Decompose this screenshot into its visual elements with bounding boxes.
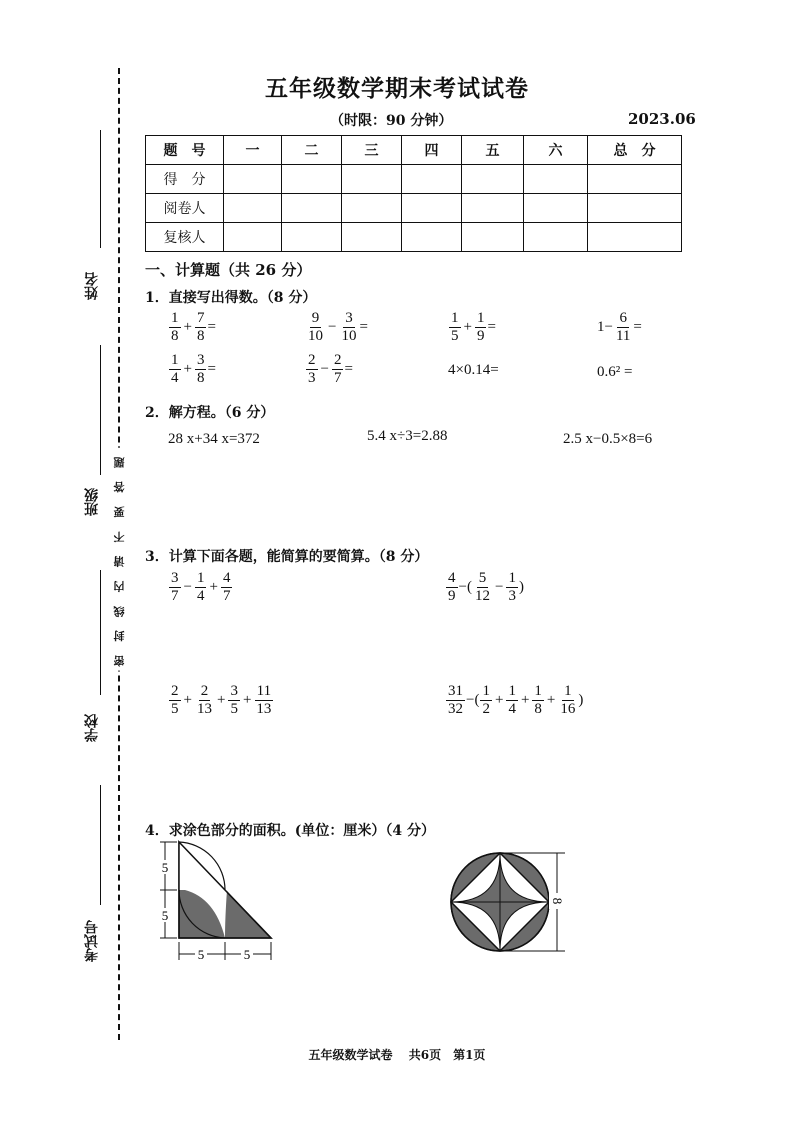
fraction: $\frac{1}{9}$ xyxy=(476,310,485,344)
score-cell[interactable] xyxy=(462,223,524,252)
score-cell[interactable] xyxy=(588,165,682,194)
class-underline xyxy=(100,345,101,475)
q1-item-4: 1− $\frac{6}{11}$ = xyxy=(597,310,642,344)
score-table-header-row xyxy=(146,136,682,165)
q3-expression-4: $\frac{31}{32}$ −( $\frac{1}{2}$ + $\frac{1}{4}$ + $\frac{1}{8}$ + $\frac{1}{16}$ ) xyxy=(448,683,584,717)
score-cell[interactable] xyxy=(224,223,282,252)
score-cell[interactable] xyxy=(282,194,342,223)
fraction: $\frac{3}{8}$ xyxy=(196,352,205,386)
equation-3: 2.5 x−0.5×8=6 xyxy=(563,431,653,447)
q1-item-3: $\frac{1}{5}$ + $\frac{1}{9}$ = xyxy=(451,310,496,344)
score-cell[interactable] xyxy=(342,223,402,252)
header-cell: 三 xyxy=(342,136,402,165)
score-cell[interactable] xyxy=(524,194,588,223)
fraction: $\frac{9}{10}$ xyxy=(308,310,323,344)
header-cell: 二 xyxy=(282,136,342,165)
question-3-heading: 3．计算下面各题，能简算的要简算。（8 分） xyxy=(145,549,429,565)
fraction: $\frac{2}{13}$ xyxy=(196,683,212,717)
fraction: $\frac{1}{3}$ xyxy=(508,570,516,604)
seal-notice: 密 封 线 内 请 不 要 答 题 xyxy=(112,448,128,671)
triangle-figure xyxy=(155,838,280,968)
fraction: $\frac{31}{32}$ xyxy=(448,683,463,717)
school-underline xyxy=(100,570,101,695)
exam-number-label: 考试号 xyxy=(84,920,100,962)
fraction: $\frac{11}{13}$ xyxy=(256,683,272,717)
fraction: $\frac{4}{9}$ xyxy=(448,570,456,604)
name-underline xyxy=(100,130,101,248)
fraction: $\frac{1}{4}$ xyxy=(508,683,516,717)
equation-1: 28 x+34 x=372 xyxy=(168,431,260,447)
question-4-heading: 4．求涂色部分的面积。(单位：厘米）（4 分） xyxy=(145,823,435,839)
time-limit: （时限：90 分钟） xyxy=(330,113,453,129)
dim-left-top: 5 xyxy=(161,860,169,875)
score-cell[interactable] xyxy=(588,194,682,223)
section-heading: 一、计算题（共 26 分） xyxy=(145,261,312,279)
fraction: $\frac{1}{5}$ xyxy=(451,310,459,344)
reviewer-row xyxy=(146,194,682,223)
score-cell[interactable] xyxy=(342,194,402,223)
page-title: 五年级数学期末考试试卷 xyxy=(265,75,529,102)
fraction: $\frac{4}{7}$ xyxy=(222,570,231,604)
dim-left-bottom: 5 xyxy=(161,908,169,923)
name-label: 姓名 xyxy=(84,272,100,300)
fraction: $\frac{2}{3}$ xyxy=(308,352,316,386)
fraction: $\frac{3}{5}$ xyxy=(230,683,238,717)
question-1-heading: 1．直接写出得数。（8 分） xyxy=(145,290,317,306)
score-cell[interactable] xyxy=(282,165,342,194)
score-cell[interactable] xyxy=(402,194,462,223)
q3-expression-3: $\frac{2}{5}$ + $\frac{2}{13}$ + $\frac{3}{5}$ + $\frac{11}{13}$ xyxy=(171,683,272,717)
dim-bottom-right: 5 xyxy=(243,947,251,962)
q1-item-8: 0.6² = xyxy=(597,364,633,380)
fraction: $\frac{2}{7}$ xyxy=(333,352,342,386)
q1-item-6: $\frac{2}{3}$ − $\frac{2}{7}$ = xyxy=(308,352,353,386)
school-label: 学校 xyxy=(84,714,100,742)
score-cell[interactable] xyxy=(282,223,342,252)
row-label: 阅卷人 xyxy=(146,194,224,223)
fraction: $\frac{7}{8}$ xyxy=(196,310,205,344)
score-cell[interactable] xyxy=(462,194,524,223)
q1-item-7: 4×0.14= xyxy=(448,362,499,378)
fraction: $\frac{6}{11}$ xyxy=(615,310,631,344)
header-cell: 题 号 xyxy=(146,136,224,165)
fraction: $\frac{1}{4}$ xyxy=(171,352,179,386)
score-cell[interactable] xyxy=(588,223,682,252)
q1-item-2: $\frac{9}{10}$ − $\frac{3}{10}$ = xyxy=(308,310,368,344)
class-label: 班级 xyxy=(84,488,100,516)
fraction: $\frac{5}{12}$ xyxy=(474,570,490,604)
fraction: $\frac{1}{4}$ xyxy=(196,570,205,604)
fraction: $\frac{3}{10}$ xyxy=(341,310,357,344)
dim-diameter: 8 xyxy=(550,897,565,905)
row-label: 得 分 xyxy=(146,165,224,194)
page-footer: 五年级数学试卷 共6页 第1页 xyxy=(308,1048,486,1062)
score-row xyxy=(146,165,682,194)
q3-expression-2: $\frac{4}{9}$ −( $\frac{5}{12}$ − $\frac{1}{3}$ ) xyxy=(448,570,524,604)
score-cell[interactable] xyxy=(342,165,402,194)
score-cell[interactable] xyxy=(524,223,588,252)
fraction: $\frac{1}{8}$ xyxy=(534,683,542,717)
header-cell: 总 分 xyxy=(588,136,682,165)
score-cell[interactable] xyxy=(402,165,462,194)
checker-row xyxy=(146,223,682,252)
row-label: 复核人 xyxy=(146,223,224,252)
header-cell: 一 xyxy=(224,136,282,165)
header-cell: 六 xyxy=(524,136,588,165)
score-cell[interactable] xyxy=(524,165,588,194)
dim-bottom-left: 5 xyxy=(197,947,205,962)
header-cell: 四 xyxy=(402,136,462,165)
header-cell: 五 xyxy=(462,136,524,165)
score-table xyxy=(145,135,682,252)
score-cell[interactable] xyxy=(402,223,462,252)
equation-2: 5.4 x÷3=2.88 xyxy=(367,428,448,444)
fraction: $\frac{1}{16}$ xyxy=(560,683,576,717)
fraction: $\frac{3}{7}$ xyxy=(171,570,179,604)
score-cell[interactable] xyxy=(224,165,282,194)
q1-item-5: $\frac{1}{4}$ + $\frac{3}{8}$ = xyxy=(171,352,216,386)
question-2-heading: 2．解方程。（6 分） xyxy=(145,405,275,421)
fraction: $\frac{1}{8}$ xyxy=(171,310,179,344)
circle-square-figure xyxy=(445,845,575,960)
fraction: $\frac{2}{5}$ xyxy=(171,683,179,717)
score-cell[interactable] xyxy=(224,194,282,223)
q1-item-1: $\frac{1}{8}$ + $\frac{7}{8}$ = xyxy=(171,310,216,344)
q3-expression-1: $\frac{3}{7}$ − $\frac{1}{4}$ + $\frac{4}{7}$ xyxy=(171,570,231,604)
fraction: $\frac{1}{2}$ xyxy=(482,683,490,717)
exam-date: 2023.06 xyxy=(628,110,696,128)
exam-number-underline xyxy=(100,785,101,905)
score-cell[interactable] xyxy=(462,165,524,194)
